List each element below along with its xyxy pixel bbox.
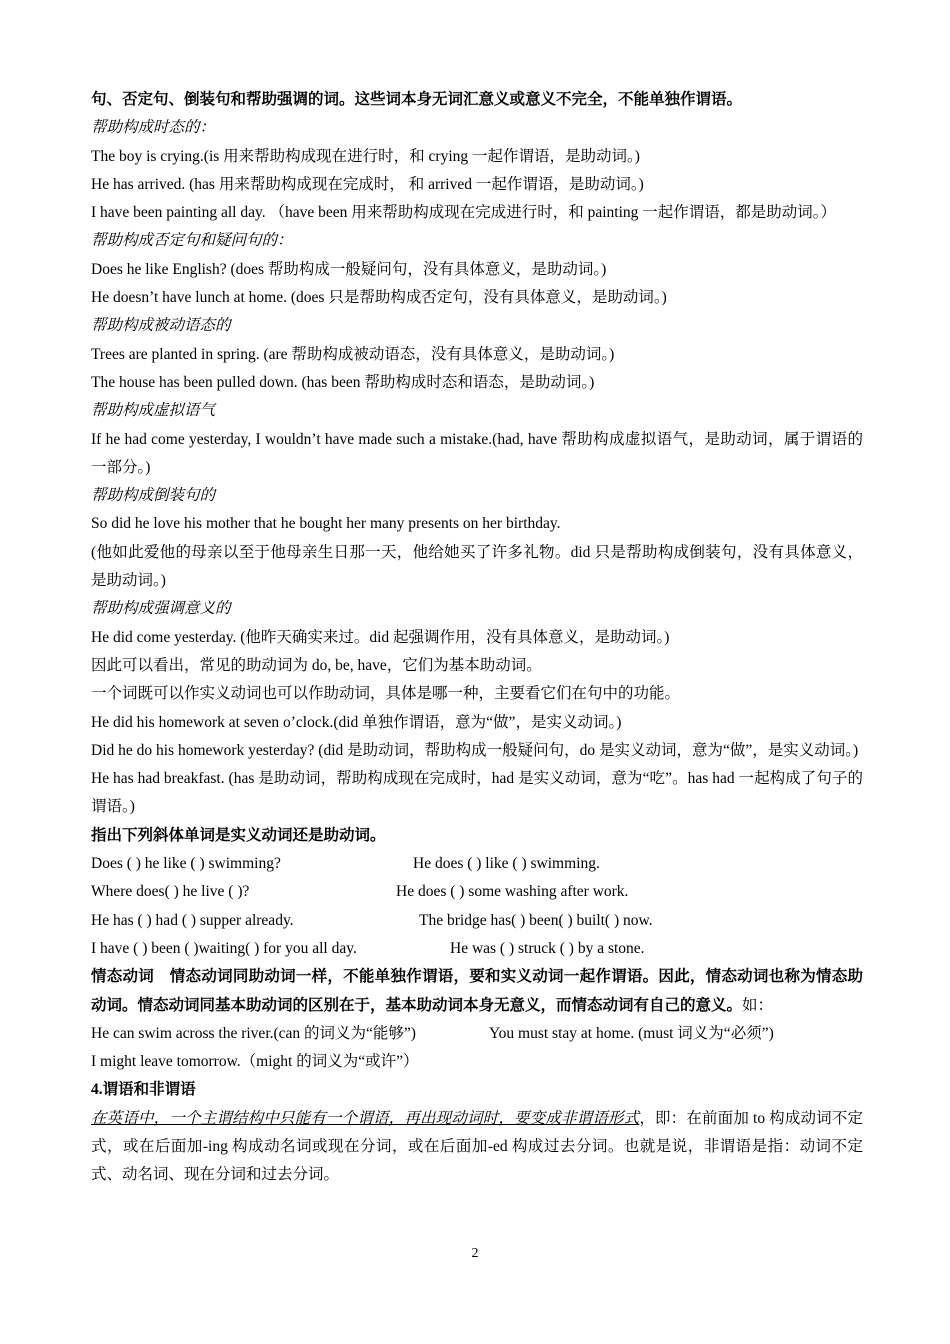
modal-example: You must stay at home. (must 词义为“必须”) <box>489 1024 774 1042</box>
exercise-row <box>91 878 863 906</box>
text-line: 因此可以看出，常见的助动词为 do, be, have，它们为基本助动词。 <box>91 656 542 674</box>
modal-example: I might leave tomorrow.（might 的词义为“或许”） <box>91 1053 419 1071</box>
page-body <box>91 86 863 1190</box>
example-line: He did his homework at seven o’clock.(did 单独作谓语，意为“做”，是实义动词。) <box>91 713 622 731</box>
example-line: He has had breakfast. (has 是助动词，帮助构成现在完成时，had 是实义动词，意为“吃”。has had 一起构成了句子的谓语。) <box>91 770 863 816</box>
example-line: So did he love his mother that he bought her many presents on her birthday. <box>91 515 561 533</box>
modal-definition: 情态动词 情态动词同助动词一样，不能单独作谓语，要和实义动词一起作谓语。因此，情态动词也称为情态助动词。情态动词同基本助动词的区别在于，基本助动词本身无意义，而情态动词有自己的意义。 <box>91 968 863 1014</box>
exercise-title: 指出下列斜体单词是实义动词还是助动词。 <box>91 826 386 844</box>
modal-verb-paragraph <box>91 963 863 1020</box>
exercise-item: Where does( ) he live ( )? <box>91 883 250 901</box>
exercise-item: Does ( ) he like ( ) swimming? <box>91 855 281 873</box>
exercise-row <box>91 850 863 878</box>
section-4-underlined: 在英语中，一个主谓结构中只能有一个谓语，再出现动词时，要变成非谓语形式 <box>91 1109 640 1127</box>
exercise-item: He does ( ) like ( ) swimming. <box>413 855 600 873</box>
modal-tail: 如： <box>742 996 774 1014</box>
example-line: Trees are planted in spring. (are 帮助构成被动语态，没有具体意义，是助动词。) <box>91 345 615 363</box>
exercise-item: He does ( ) some washing after work. <box>396 883 629 901</box>
exercise-item: I have ( ) been ( )waiting( ) for you all day. <box>91 939 357 957</box>
example-line: Did he do his homework yesterday? (did 是助动词，帮助构成一般疑问句，do 是实义动词，意为“做”，是实义动词。) <box>91 741 859 759</box>
exercise-item: The bridge has( ) been( ) built( ) now. <box>419 911 653 929</box>
exercise-item: He was ( ) struck ( ) by a stone. <box>450 939 645 957</box>
example-line: If he had come yesterday, I wouldn’t have made such a mistake.(had, have 帮助构成虚拟语气，是助动词，属于谓语的一部分。) <box>91 430 863 476</box>
example-line: I have been painting all day. （have been 用来帮助构成现在完成进行时，和 painting 一起作谓语，都是助动词。） <box>91 204 837 222</box>
exercise-row <box>91 935 863 963</box>
example-line: The house has been pulled down. (has been 帮助构成时态和语态，是助动词。) <box>91 373 595 391</box>
heading-passive: 帮助构成被动语态的 <box>91 317 231 335</box>
section-4-title: 4.谓语和非谓语 <box>91 1081 196 1099</box>
example-line: He did come yesterday. (他昨天确实来过。did 起强调作用，没有具体意义，是助动词。) <box>91 628 670 646</box>
example-line: He doesn’t have lunch at home. (does 只是帮助构成否定句，没有具体意义，是助动词。) <box>91 289 667 307</box>
page-number: 2 <box>471 1246 479 1261</box>
example-line: Does he like English? (does 帮助构成一般疑问句，没有具体意义，是助动词。) <box>91 260 607 278</box>
exercise-row <box>91 907 863 935</box>
exercise-item: He has ( ) had ( ) supper already. <box>91 911 294 929</box>
heading-inversion: 帮助构成倒装句的 <box>91 487 216 505</box>
example-line: He has arrived. (has 用来帮助构成现在完成时， 和 arrived 一起作谓语，是助动词。) <box>91 175 644 193</box>
heading-tense: 帮助构成时态的： <box>91 119 216 137</box>
heading-subjunctive: 帮助构成虚拟语气 <box>91 402 216 420</box>
example-line: (他如此爱他的母亲以至于他母亲生日那一天，他给她买了许多礼物。did 只是帮助构成倒装句，没有具体意义，是助动词。) <box>91 543 863 590</box>
section-4-rest: ，即：在前面加 to 构成动词不定式，或在后面加-ing 构成动名词或现在分词，或在后面加-ed 构成过去分词。也就是说，非谓语是指：动词不定式、动名词、现在分词和过去分词。 <box>91 1109 863 1184</box>
intro-line: 句、否定句、倒装句和帮助强调的词。这些词本身无词汇意义或意义不完全，不能单独作谓语。 <box>91 91 743 108</box>
text-line: 一个词既可以作实义动词也可以作助动词，具体是哪一种，主要看它们在句中的功能。 <box>91 685 681 703</box>
example-line: The boy is crying.(is 用来帮助构成现在进行时，和 crying 一起作谓语，是助动词。) <box>91 147 640 165</box>
heading-negative-question: 帮助构成否定句和疑问句的： <box>91 232 293 250</box>
heading-emphasis: 帮助构成强调意义的 <box>91 600 231 618</box>
modal-example: He can swim across the river.(can 的词义为“能够”) <box>91 1024 416 1042</box>
modal-example-row <box>91 1020 863 1048</box>
section-4-paragraph <box>91 1105 863 1190</box>
